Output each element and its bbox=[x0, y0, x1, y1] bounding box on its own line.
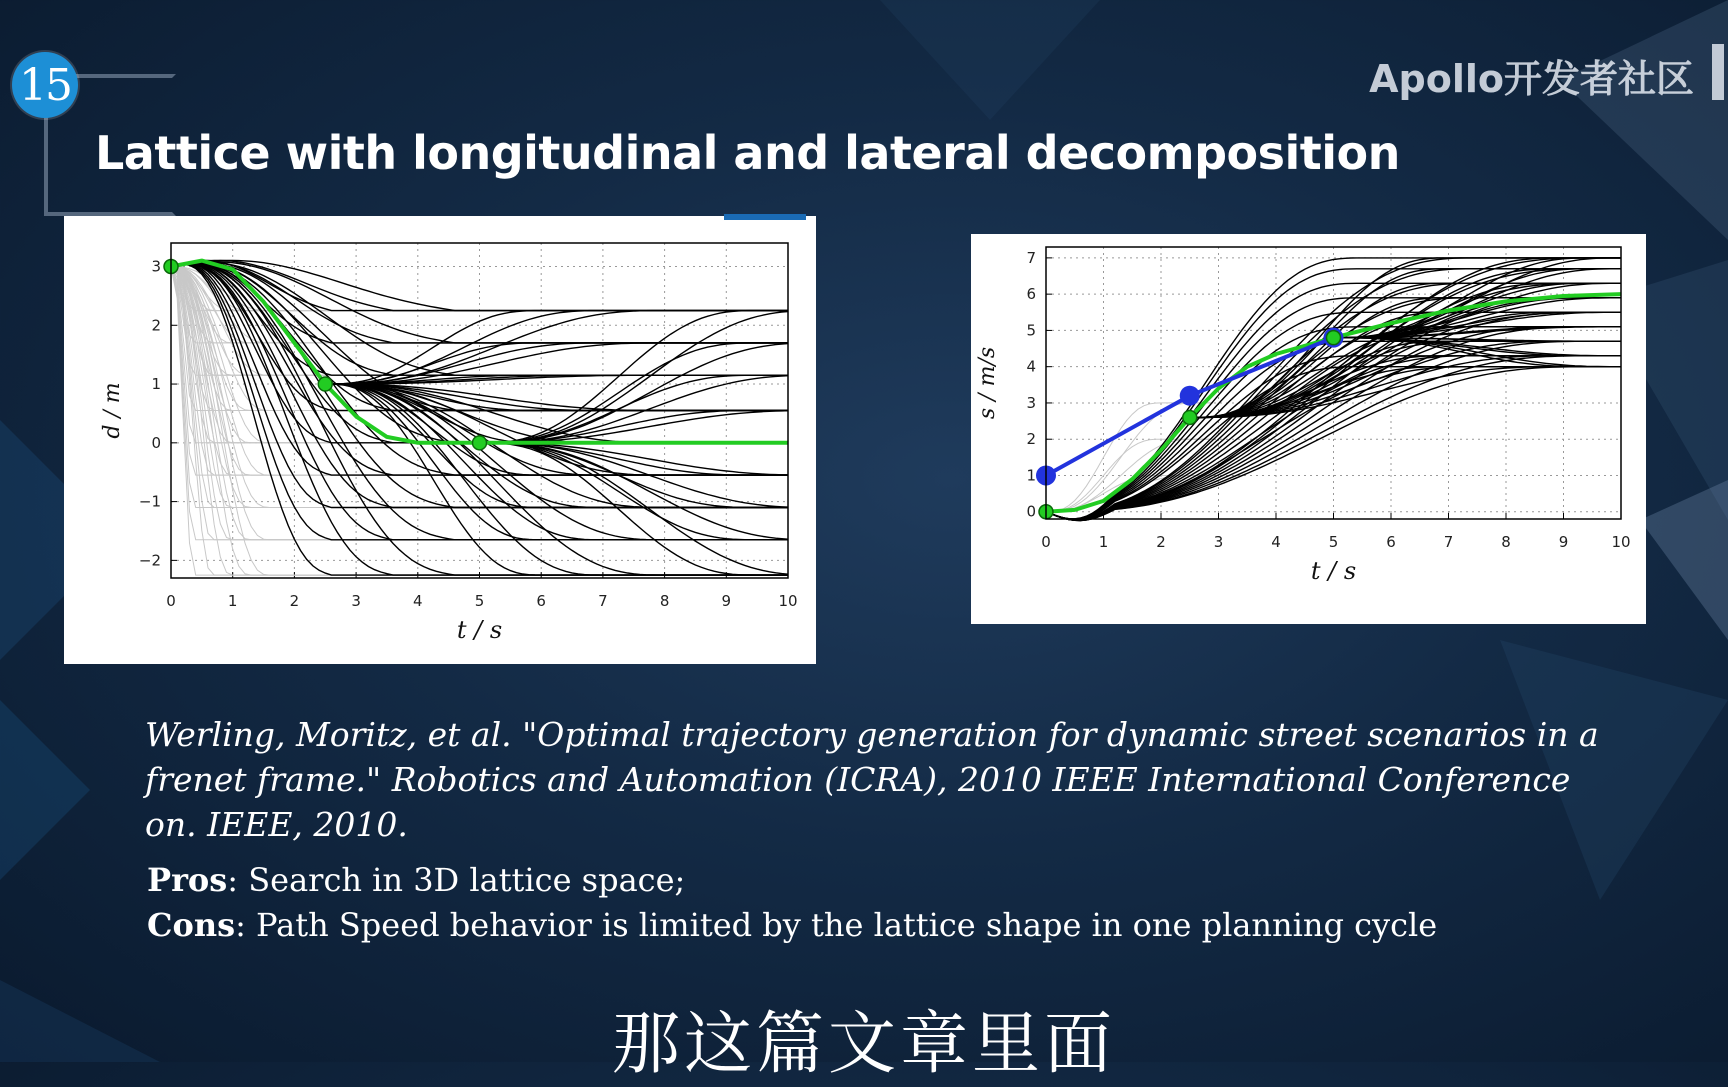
y-tick-label: 7 bbox=[1026, 248, 1036, 267]
candidate-path bbox=[325, 311, 788, 385]
cons-label: Cons bbox=[147, 906, 236, 944]
video-subtitle: 那这篇文章里面 bbox=[611, 1005, 1116, 1084]
slide-title: Lattice with longitudinal and lateral decomposition bbox=[95, 126, 1400, 180]
candidate-path bbox=[486, 344, 788, 443]
x-tick-label: 1 bbox=[227, 592, 238, 610]
slide-number-badge: 15 bbox=[12, 52, 78, 118]
x-tick-label: 0 bbox=[166, 592, 176, 610]
pros-label: Pros bbox=[147, 861, 228, 899]
pros-cons-block bbox=[147, 858, 1437, 948]
x-tick-label: 9 bbox=[721, 592, 732, 610]
blue-tab-marker bbox=[724, 214, 806, 220]
x-tick-label: 9 bbox=[1558, 533, 1569, 551]
lateral-plot bbox=[64, 216, 816, 664]
y-tick-label: 2 bbox=[151, 316, 161, 335]
x-tick-label: 8 bbox=[1501, 533, 1511, 551]
x-tick-label: 6 bbox=[536, 592, 546, 610]
y-tick-label: 0 bbox=[1026, 502, 1036, 521]
candidate-path bbox=[325, 384, 788, 575]
longitudinal-chart-svg bbox=[971, 234, 1646, 624]
trajectory-marker-point bbox=[473, 436, 487, 450]
y-tick-label: 6 bbox=[1026, 285, 1036, 304]
trajectory-marker-point bbox=[1183, 410, 1197, 424]
longitudinal-plot bbox=[971, 234, 1646, 624]
x-tick-label: 1 bbox=[1098, 533, 1109, 551]
x-tick-label: 4 bbox=[1271, 533, 1281, 551]
lateral-chart-svg bbox=[64, 216, 816, 664]
x-tick-label: 4 bbox=[413, 592, 423, 610]
y-tick-label: −2 bbox=[138, 551, 161, 570]
cons-line bbox=[147, 903, 1437, 948]
x-tick-label: 7 bbox=[598, 592, 608, 610]
candidate-path bbox=[325, 384, 788, 575]
trajectory-marker-point bbox=[318, 377, 332, 391]
citation-text: Werling, Moritz, et al. "Optimal trajectory generation for dynamic street scenarios in a frenet frame." Robotics and Automation (ICRA), 2010 IEEE International Conference on. IEEE, 2010. bbox=[145, 715, 1599, 844]
x-axis-label: t / s bbox=[1310, 557, 1357, 585]
x-tick-label: 3 bbox=[1213, 533, 1224, 551]
pros-text: : Search in 3D lattice space; bbox=[227, 861, 686, 899]
y-tick-label: 4 bbox=[1026, 357, 1036, 376]
pros-line bbox=[147, 858, 1437, 903]
x-axis-label: t / s bbox=[456, 616, 503, 644]
y-tick-label: 1 bbox=[151, 375, 161, 394]
candidate-path bbox=[325, 384, 788, 575]
candidate-path bbox=[325, 311, 788, 385]
x-tick-label: 10 bbox=[1611, 533, 1631, 551]
y-tick-label: 0 bbox=[151, 433, 161, 452]
y-axis-label: s / m/s bbox=[975, 346, 1000, 420]
x-tick-label: 3 bbox=[351, 592, 361, 610]
watermark-bar bbox=[1712, 44, 1724, 100]
x-tick-label: 5 bbox=[1328, 533, 1339, 551]
x-tick-label: 5 bbox=[474, 592, 485, 610]
candidate-path bbox=[325, 343, 788, 384]
x-tick-label: 7 bbox=[1443, 533, 1454, 551]
y-tick-label: 5 bbox=[1026, 321, 1036, 340]
cons-text: : Path Speed behavior is limited by the lattice shape in one planning cycle bbox=[235, 906, 1438, 944]
y-tick-label: 1 bbox=[1026, 466, 1036, 485]
x-tick-label: 10 bbox=[778, 592, 798, 610]
y-tick-label: −1 bbox=[138, 492, 161, 511]
candidate-path bbox=[325, 343, 788, 384]
y-tick-label: 3 bbox=[1026, 393, 1036, 412]
y-axis-label: d / m bbox=[100, 382, 125, 439]
x-tick-label: 0 bbox=[1041, 533, 1051, 551]
candidate-path bbox=[325, 343, 788, 384]
y-tick-label: 2 bbox=[1026, 430, 1036, 449]
y-tick-label: 3 bbox=[151, 257, 161, 276]
x-tick-label: 2 bbox=[289, 592, 300, 610]
x-tick-label: 8 bbox=[659, 592, 670, 610]
trajectory-marker-point bbox=[1327, 331, 1341, 345]
candidate-path bbox=[486, 343, 788, 443]
speed-marker-point bbox=[1180, 386, 1200, 406]
watermark-text: Apollo开发者社区 bbox=[1369, 57, 1694, 101]
x-tick-label: 6 bbox=[1386, 533, 1396, 551]
candidate-path bbox=[325, 311, 788, 385]
x-tick-label: 2 bbox=[1156, 533, 1166, 551]
